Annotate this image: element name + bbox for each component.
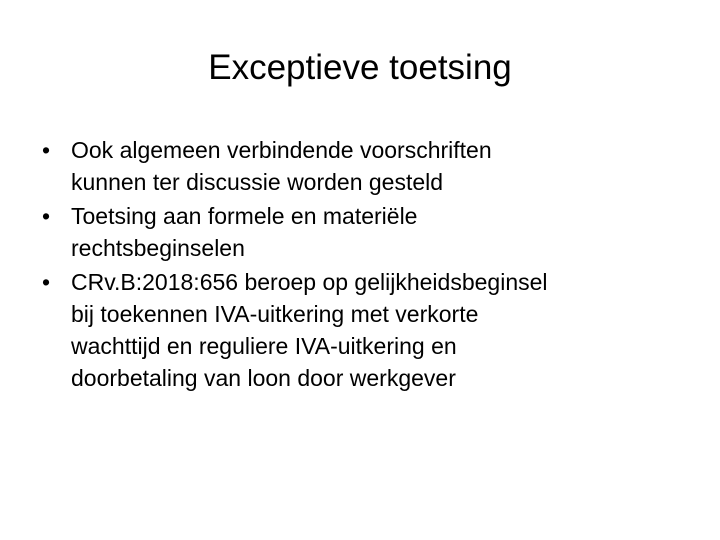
bullet-item — [36, 200, 686, 264]
slide-title: Exceptieve toetsing — [208, 48, 512, 87]
bullet-dot-icon: • — [42, 137, 51, 163]
bullet-item — [36, 266, 686, 394]
bullet-text-line: Ook algemeen verbindende voorschriften — [71, 137, 492, 163]
bullet-text-line: CRv.B:2018:656 beroep op gelijkheidsbeginsel — [71, 269, 548, 295]
bullet-dot-icon: • — [42, 203, 51, 229]
bullet-item — [36, 134, 686, 198]
bullet-list — [36, 134, 686, 396]
bullet-text-line: bij toekennen IVA-uitkering met verkorte — [71, 301, 479, 327]
bullet-dot-icon: • — [42, 269, 51, 295]
bullet-text-line: kunnen ter discussie worden gesteld — [71, 169, 444, 195]
bullet-text-line: Toetsing aan formele en materiële — [71, 203, 418, 229]
bullet-text-line: doorbetaling van loon door werkgever — [71, 365, 456, 391]
bullet-text-line: rechtsbeginselen — [71, 235, 245, 261]
bullet-text-line: wachttijd en reguliere IVA-uitkering en — [71, 333, 457, 359]
